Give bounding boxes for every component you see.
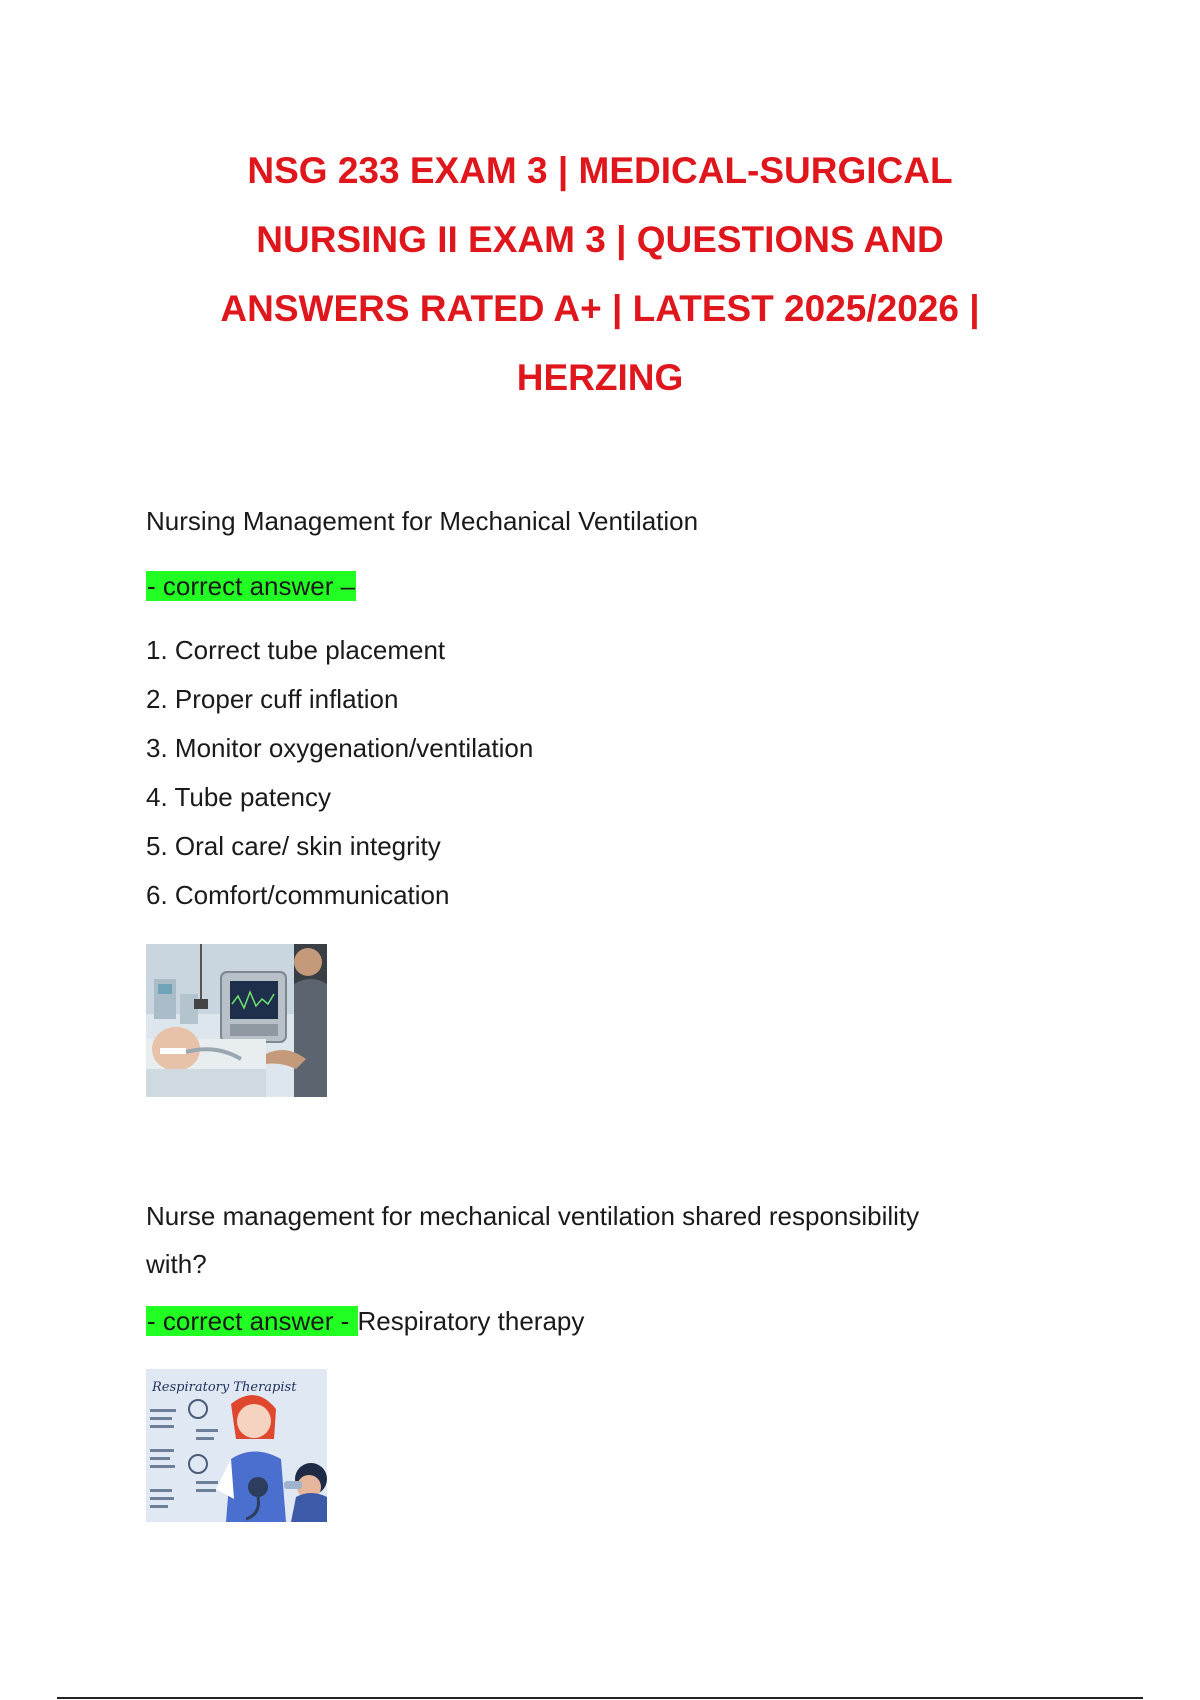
answer-1-label-row — [146, 570, 1046, 602]
ventilator-photo — [146, 944, 327, 1097]
question-2 — [146, 1192, 1046, 1288]
page-bottom-rule — [57, 1697, 1143, 1699]
document-title — [150, 136, 1050, 412]
title-line: NSG 233 EXAM 3 | MEDICAL-SURGICAL — [247, 150, 953, 191]
answer-1-list — [146, 634, 1046, 928]
title-line: ANSWERS RATED A+ | LATEST 2025/2026 | — [220, 288, 980, 329]
list-item: 2. Proper cuff inflation — [146, 684, 399, 714]
title-line: HERZING — [516, 357, 684, 398]
answer-2-text: Respiratory therapy — [357, 1306, 585, 1336]
correct-answer-highlight: - correct answer – — [147, 571, 356, 601]
answer-2-row — [146, 1305, 1046, 1337]
list-item: 3. Monitor oxygenation/ventilation — [146, 733, 534, 763]
question-1: Nursing Management for Mechanical Ventilation — [146, 506, 699, 536]
question-2-line: Nurse management for mechanical ventilation shared responsibility — [146, 1201, 920, 1231]
list-item: 5. Oral care/ skin integrity — [146, 831, 441, 861]
title-line: NURSING II EXAM 3 | QUESTIONS AND — [256, 219, 944, 260]
illustration-caption: Respiratory Therapist — [152, 1380, 297, 1395]
respiratory-therapist-illustration — [146, 1369, 327, 1522]
list-item: 4. Tube patency — [146, 782, 332, 812]
correct-answer-highlight: - correct answer - — [147, 1306, 357, 1336]
list-item: 1. Correct tube placement — [146, 635, 446, 665]
list-item: 6. Comfort/communication — [146, 880, 450, 910]
question-2-line: with? — [146, 1249, 207, 1279]
